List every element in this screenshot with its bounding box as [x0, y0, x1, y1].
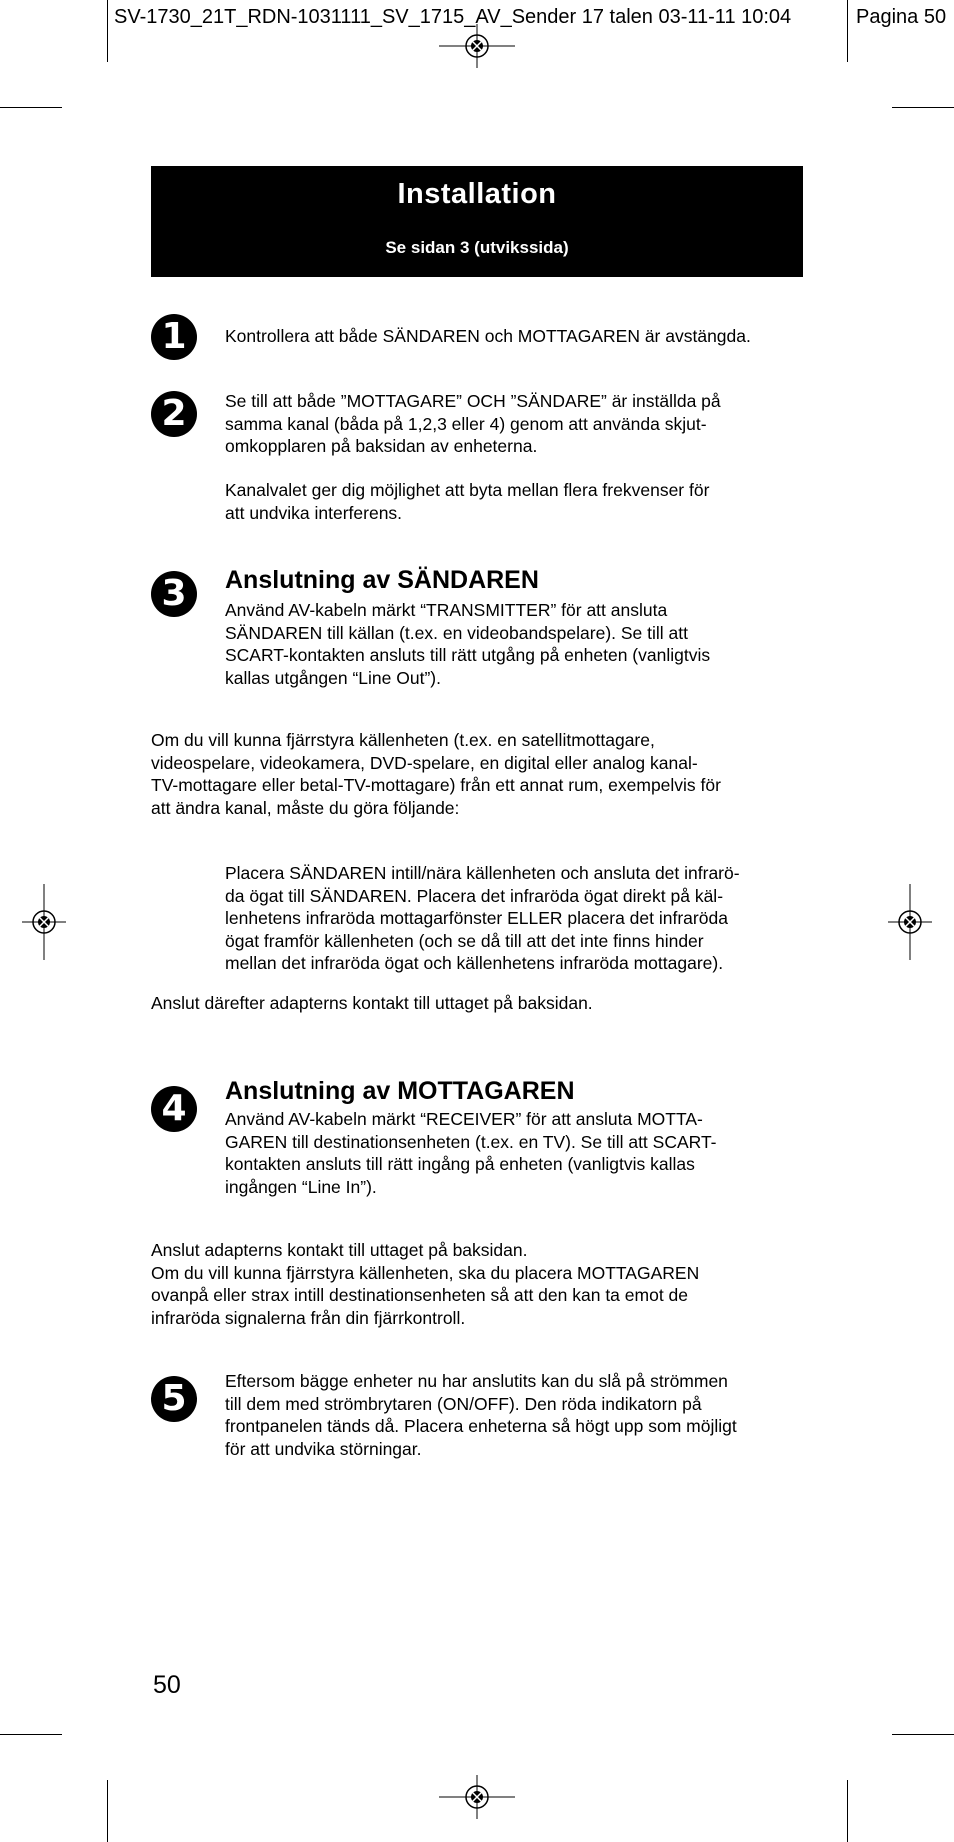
page-subtitle: Se sidan 3 (utvikssida)	[385, 238, 569, 257]
step-1-text: Kontrollera att både SÄNDAREN och MOTTAGAREN är avstängda.	[225, 326, 751, 346]
step-number-badge: 1	[151, 314, 197, 360]
slug-divider	[107, 0, 108, 62]
crop-mark	[0, 107, 62, 108]
page-number: 50	[153, 1671, 181, 1699]
registration-mark-icon	[439, 1775, 515, 1819]
crop-mark	[892, 1734, 954, 1735]
step-4-heading: Anslutning av MOTTAGAREN	[225, 1077, 575, 1105]
step-2-text: Se till att både ”MOTTAGARE” OCH ”SÄNDARE” är inställda på samma kanal (båda på 1,2,3 eller 4) genom att använda skjut- omkopplaren på baksidan av enheterna.	[225, 391, 721, 456]
page-title: Installation	[397, 178, 557, 210]
step-3-heading: Anslutning av SÄNDAREN	[225, 566, 539, 594]
step-3-text: Använd AV-kabeln märkt “TRANSMITTER” för att ansluta SÄNDAREN till källan (t.ex. en videobandspelare). Se till att SCART-kontakten ansluts till rätt utgång på enheten (vanligtvis kallas utgången “Line Out”).	[225, 600, 711, 688]
remote-intro-text: Om du vill kunna fjärrstyra källenheten (t.ex. en satellitmottagare, videospelare, videokamera, DVD-spelare, en digital eller analog kanal- TV-mottagare eller betal-TV-mottagare) från ett annat rum, exempelvis för att ändra kanal, måste du göra följande:	[151, 730, 721, 818]
slug-file-info: SV-1730_21T_RDN-1031111_SV_1715_AV_Sender 17 talen 03-11-11 10:04	[114, 6, 792, 28]
registration-mark-icon	[22, 884, 66, 960]
step-4-text: Använd AV-kabeln märkt “RECEIVER” för att ansluta MOTTA- GAREN till destinationsenheten (t.ex. en TV). Se till att SCART- kontakten ansluts till rätt ingång på enheten (vanligtvis kallas ingången “Line In”).	[225, 1109, 717, 1197]
crop-mark	[0, 1734, 62, 1735]
step-5-text: Eftersom bägge enheter nu har anslutits kan du slå på strömmen till dem med strömbrytaren (ON/OFF). Den röda indikatorn på frontpanelen tänds då. Placera enheterna så högt upp som möjligt för att undvika störningar.	[225, 1371, 737, 1459]
crop-mark	[892, 107, 954, 108]
crop-mark	[847, 1780, 848, 1842]
crop-mark	[107, 1780, 108, 1842]
slug-divider	[847, 0, 848, 62]
step-number-badge: 5	[151, 1376, 197, 1422]
registration-mark-icon	[439, 24, 515, 68]
step-number-badge: 4	[151, 1086, 197, 1132]
step-number-badge: 2	[151, 391, 197, 437]
placement-text: Placera SÄNDAREN intill/nära källenheten och ansluta det infrarö- da ögat till SÄNDAREN. Placera det infraröda ögat direkt på käl- lenhetens infraröda mottagarfönster ELLER placera det infraröda ögat framför källenheten (och se då till att det inte finns hinder mellan det infraröda ögat och källenhetens infraröda mottagare).	[225, 863, 740, 973]
section-header	[151, 166, 803, 277]
adapter-tx-text: Anslut därefter adapterns kontakt till uttaget på baksidan.	[151, 993, 593, 1013]
registration-mark-icon	[888, 884, 932, 960]
adapter-rx-text: Anslut adapterns kontakt till uttaget på baksidan. Om du vill kunna fjärrstyra källenheten, ska du placera MOTTAGAREN ovanpå eller strax intill destinationsenheten så att den kan ta emot de infraröda signalerna från din fjärrkontroll.	[151, 1240, 700, 1328]
step-2-note: Kanalvalet ger dig möjlighet att byta mellan flera frekvenser för att undvika interferens.	[225, 480, 710, 523]
slug-page-label: Pagina 50	[856, 6, 947, 28]
step-number-badge: 3	[151, 571, 197, 617]
